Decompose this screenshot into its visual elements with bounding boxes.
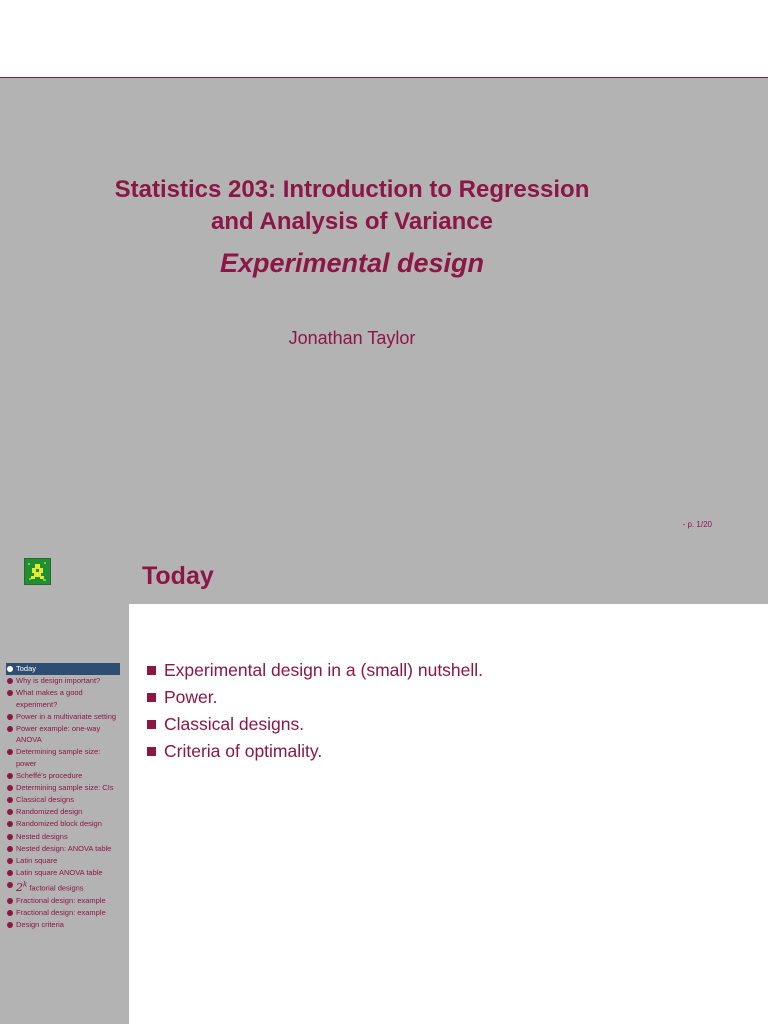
toc-math xyxy=(16,881,27,894)
toc-label: Randomized design xyxy=(16,807,83,817)
toc-item[interactable] xyxy=(6,818,120,830)
bullet-list xyxy=(147,659,483,767)
bullet-text: Experimental design in a (small) nutshell. xyxy=(164,660,484,680)
bullet-dot-icon xyxy=(7,726,13,732)
bullet-text: Criteria of optimality. xyxy=(164,741,323,761)
square-bullet-icon xyxy=(147,666,156,675)
toc-label: Latin square ANOVA table xyxy=(16,867,103,877)
toc-label: Today xyxy=(16,664,37,673)
toc-label: Nested designs xyxy=(16,831,68,841)
toc-item[interactable] xyxy=(6,687,120,710)
bullet-dot-icon xyxy=(7,785,13,791)
bullet-dot-icon xyxy=(7,690,13,696)
logo-graphic xyxy=(25,559,50,584)
bullet-dot-icon xyxy=(7,846,13,852)
sidebar xyxy=(0,546,129,1024)
top-margin xyxy=(0,0,768,77)
toc-label: Fractional design: example xyxy=(16,907,106,917)
toc-item[interactable] xyxy=(6,711,120,723)
slide-title: Today xyxy=(142,562,214,590)
toc-item[interactable] xyxy=(6,723,120,746)
bullet-dot-icon xyxy=(7,809,13,815)
bullet-item xyxy=(147,740,483,767)
bullet-text: Power. xyxy=(164,687,218,707)
bullet-dot-icon xyxy=(7,666,13,672)
bullet-dot-icon xyxy=(7,898,13,904)
toc-label: What makes a good experiment? xyxy=(16,688,83,709)
toc-item[interactable] xyxy=(6,855,120,867)
toc-item[interactable] xyxy=(6,770,120,782)
author-name: Jonathan Taylor xyxy=(288,328,416,348)
bullet-dot-icon xyxy=(7,749,13,755)
title-slide xyxy=(0,78,768,546)
bullet-dot-icon xyxy=(7,821,13,827)
bullet-dot-icon xyxy=(7,678,13,684)
toc-item[interactable] xyxy=(6,675,120,687)
course-title-line-1: Statistics 203: Introduction to Regression xyxy=(114,176,590,203)
toc-item[interactable] xyxy=(6,746,120,769)
toc-item[interactable] xyxy=(6,782,120,794)
toc-label: Latin square xyxy=(16,855,58,865)
toc-item[interactable] xyxy=(6,895,120,907)
toc-label: Randomized block design xyxy=(16,819,102,829)
toc-item[interactable] xyxy=(6,919,120,931)
lecture-title: Experimental design xyxy=(219,248,485,278)
toc-label: factorial designs xyxy=(29,883,84,893)
bullet-dot-icon xyxy=(7,797,13,803)
toc-label: Power example: one-way ANOVA xyxy=(16,723,101,745)
bullet-dot-icon xyxy=(7,922,13,928)
toc-item[interactable] xyxy=(6,794,120,806)
square-bullet-icon xyxy=(147,747,156,756)
bullet-dot-icon xyxy=(7,773,13,779)
toc-label: Determining sample size: power xyxy=(16,747,101,768)
bullet-item xyxy=(147,659,483,686)
bullet-item xyxy=(147,713,483,740)
slide-header xyxy=(129,546,768,604)
toc-label: Classical designs xyxy=(16,795,74,805)
toc-item[interactable] xyxy=(6,843,120,855)
square-bullet-icon xyxy=(147,693,156,702)
bullet-item xyxy=(147,686,483,713)
math-base: 2 xyxy=(16,880,23,894)
toc-label: Why is design important? xyxy=(16,676,101,686)
bullet-dot-icon xyxy=(7,858,13,864)
toc-label: Determining sample size: CIs xyxy=(16,783,114,793)
bullet-dot-icon xyxy=(7,870,13,876)
slide-content xyxy=(129,604,768,1024)
course-title xyxy=(60,174,644,238)
bullet-dot-icon xyxy=(7,714,13,720)
bullet-text: Classical designs. xyxy=(164,714,305,734)
math-exponent: k xyxy=(23,879,28,888)
university-logo-icon xyxy=(24,558,51,585)
toc-item[interactable] xyxy=(6,831,120,843)
table-of-contents xyxy=(6,663,120,931)
toc-item[interactable] xyxy=(6,879,120,894)
course-title-line-2: and Analysis of Variance xyxy=(211,208,493,235)
toc-label: Nested design: ANOVA table xyxy=(16,843,112,853)
square-bullet-icon xyxy=(147,720,156,729)
agenda-slide xyxy=(0,546,768,1024)
toc-item[interactable] xyxy=(6,806,120,818)
toc-item[interactable] xyxy=(6,663,120,675)
toc-label: Power in a multivariate setting xyxy=(16,711,117,721)
toc-item[interactable] xyxy=(6,867,120,879)
bullet-dot-icon xyxy=(7,834,13,840)
toc-label: Design criteria xyxy=(16,919,64,929)
toc-label: Fractional design: example xyxy=(16,895,106,905)
bullet-dot-icon xyxy=(7,882,13,888)
page-indicator[interactable]: - p. 1/20 xyxy=(682,520,712,529)
toc-item[interactable] xyxy=(6,907,120,919)
toc-label: Scheffé's procedure xyxy=(16,771,83,781)
bullet-dot-icon xyxy=(7,910,13,916)
